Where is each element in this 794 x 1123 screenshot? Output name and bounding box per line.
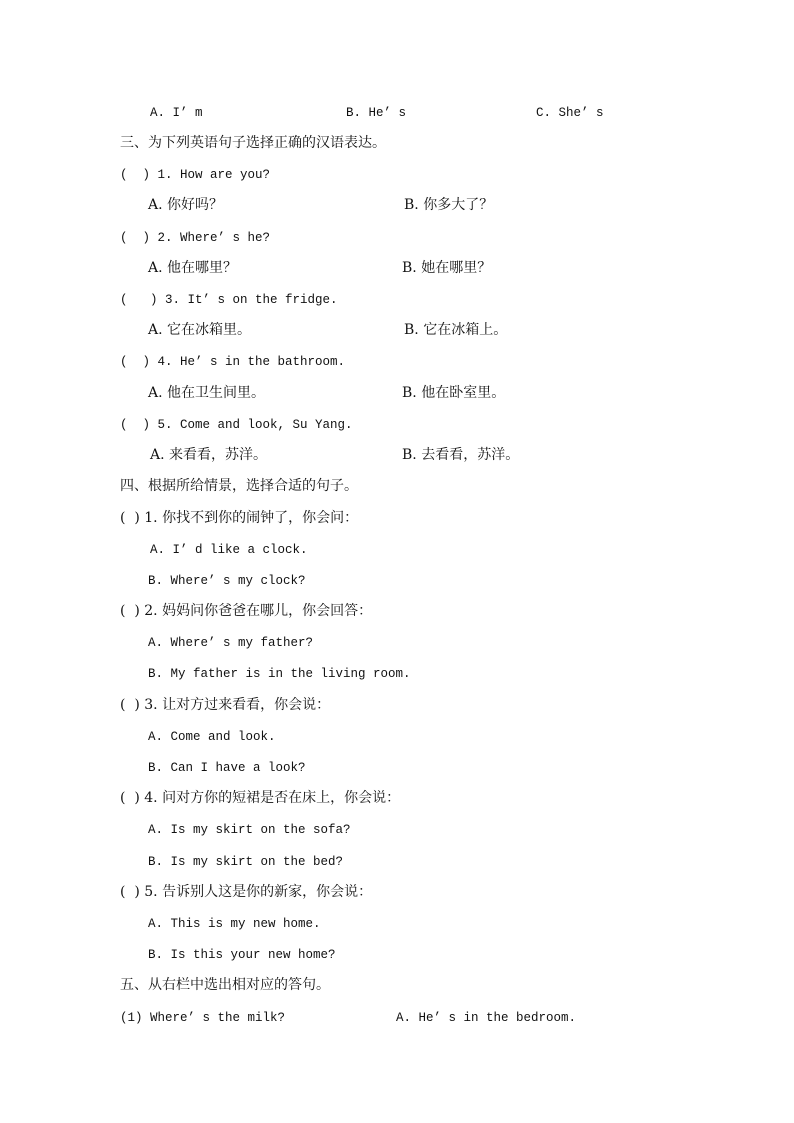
choice-a: A. I’ d like a clock. bbox=[150, 543, 308, 557]
choice-a: A. 它在冰箱里。 bbox=[148, 322, 252, 338]
choice-b: B. 它在冰箱上。 bbox=[404, 322, 508, 338]
choice-b: B. 去看看，苏洋。 bbox=[402, 447, 520, 463]
choice-a: A. Come and look. bbox=[148, 730, 276, 744]
choice-b: B. 她在哪里？ bbox=[402, 260, 492, 276]
question: ( ) 4. He’ s in the bathroom. bbox=[120, 355, 346, 369]
choice-a: A. This is my new home. bbox=[148, 917, 321, 931]
question: ( ) 4. 问对方你的短裙是否在床上，你会说： bbox=[120, 790, 401, 806]
choice-a: A. Where’ s my father? bbox=[148, 636, 314, 650]
choice-a: A. 你好吗？ bbox=[148, 197, 224, 213]
section-5-heading: 五、从右栏中选出相对应的答句。 bbox=[120, 977, 330, 993]
match-right-a: A. He’ s in the bedroom. bbox=[396, 1011, 577, 1025]
choice-a: A. Is my skirt on the sofa? bbox=[148, 823, 351, 837]
question: ( ) 3. 让对方过来看看，你会说： bbox=[120, 697, 331, 713]
choice-b: B. 你多大了？ bbox=[404, 197, 494, 213]
question: ( ) 1. 你找不到你的闹钟了，你会问： bbox=[120, 510, 359, 526]
question: ( ) 5. Come and look, Su Yang. bbox=[120, 418, 353, 432]
question: ( ) 1. How are you? bbox=[120, 168, 271, 182]
question: ( ) 3. It’ s on the fridge. bbox=[120, 293, 338, 307]
choice-b: B. Where’ s my clock? bbox=[148, 574, 306, 588]
option-b: B. He’ s bbox=[346, 106, 407, 120]
question: ( ) 5. 告诉别人这是你的新家，你会说： bbox=[120, 884, 373, 900]
option-c: C. She’ s bbox=[536, 106, 604, 120]
choice-a: A. 他在哪里？ bbox=[148, 260, 238, 276]
choice-b: B. Can I have a look? bbox=[148, 761, 306, 775]
choice-b: B. Is my skirt on the bed? bbox=[148, 855, 344, 869]
question: ( ) 2. 妈妈问你爸爸在哪儿，你会回答： bbox=[120, 603, 373, 619]
section-4-heading: 四、根据所给情景，选择合适的句子。 bbox=[120, 478, 358, 494]
question: ( ) 2. Where’ s he? bbox=[120, 231, 271, 245]
section-3-heading: 三、为下列英语句子选择正确的汉语表达。 bbox=[120, 135, 386, 151]
choice-a: A. 来看看，苏洋。 bbox=[150, 447, 268, 463]
choice-b: B. Is this your new home? bbox=[148, 948, 336, 962]
choice-a: A. 他在卫生间里。 bbox=[148, 385, 266, 401]
match-left-1: (1) Where’ s the milk? bbox=[120, 1011, 286, 1025]
option-a: A. I’ m bbox=[150, 106, 203, 120]
choice-b: B. 他在卧室里。 bbox=[402, 385, 506, 401]
choice-b: B. My father is in the living room. bbox=[148, 667, 411, 681]
